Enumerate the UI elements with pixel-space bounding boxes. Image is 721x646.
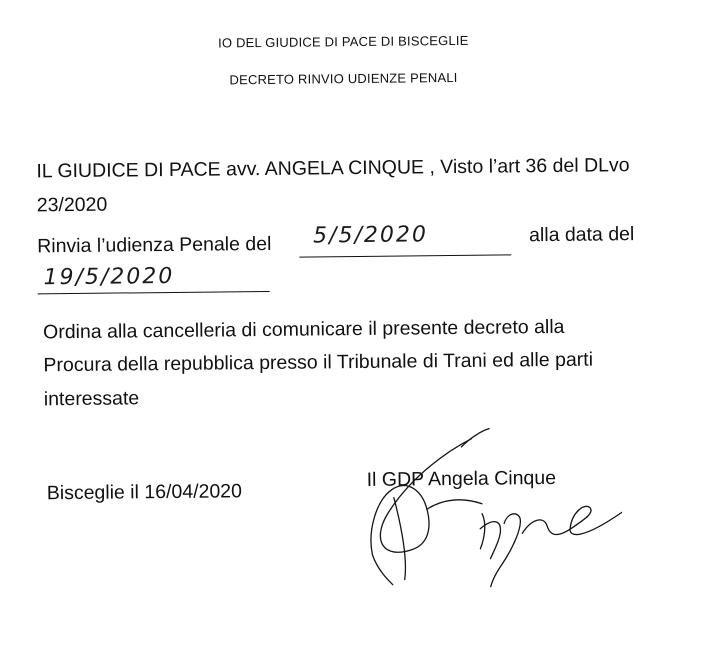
place-and-date: Bisceglie il 16/04/2020 <box>46 480 243 505</box>
rinvia-label: Rinvia l’udienza Penale del <box>37 232 272 258</box>
header-office: IO DEL GIUDICE DI PACE DI BISCEGLIE <box>218 32 469 51</box>
original-date-handwritten: 5/5/2020 <box>312 222 429 249</box>
alla-data-label: alla data del <box>529 223 635 247</box>
handwritten-signature <box>331 417 623 590</box>
ordina-line-1: Ordina alla cancelleria di comunicare il presente decreto alla <box>42 315 565 344</box>
signatory-name: Il GDP Angela Cinque <box>366 466 557 491</box>
new-date-handwritten: 19/5/2020 <box>43 263 175 291</box>
ordina-line-3: interessate <box>43 387 140 411</box>
body-intro-decree-number: 23/2020 <box>36 193 108 217</box>
ordina-line-2: Procura della repubblica presso il Tribunale di Trani ed alle parti <box>43 348 594 377</box>
header-decree-title: DECRETO RINVIO UDIENZE PENALI <box>229 69 458 88</box>
body-intro-line: IL GIUDICE DI PACE avv. ANGELA CINQUE , Visto l’art 36 del DLvo <box>36 154 630 183</box>
